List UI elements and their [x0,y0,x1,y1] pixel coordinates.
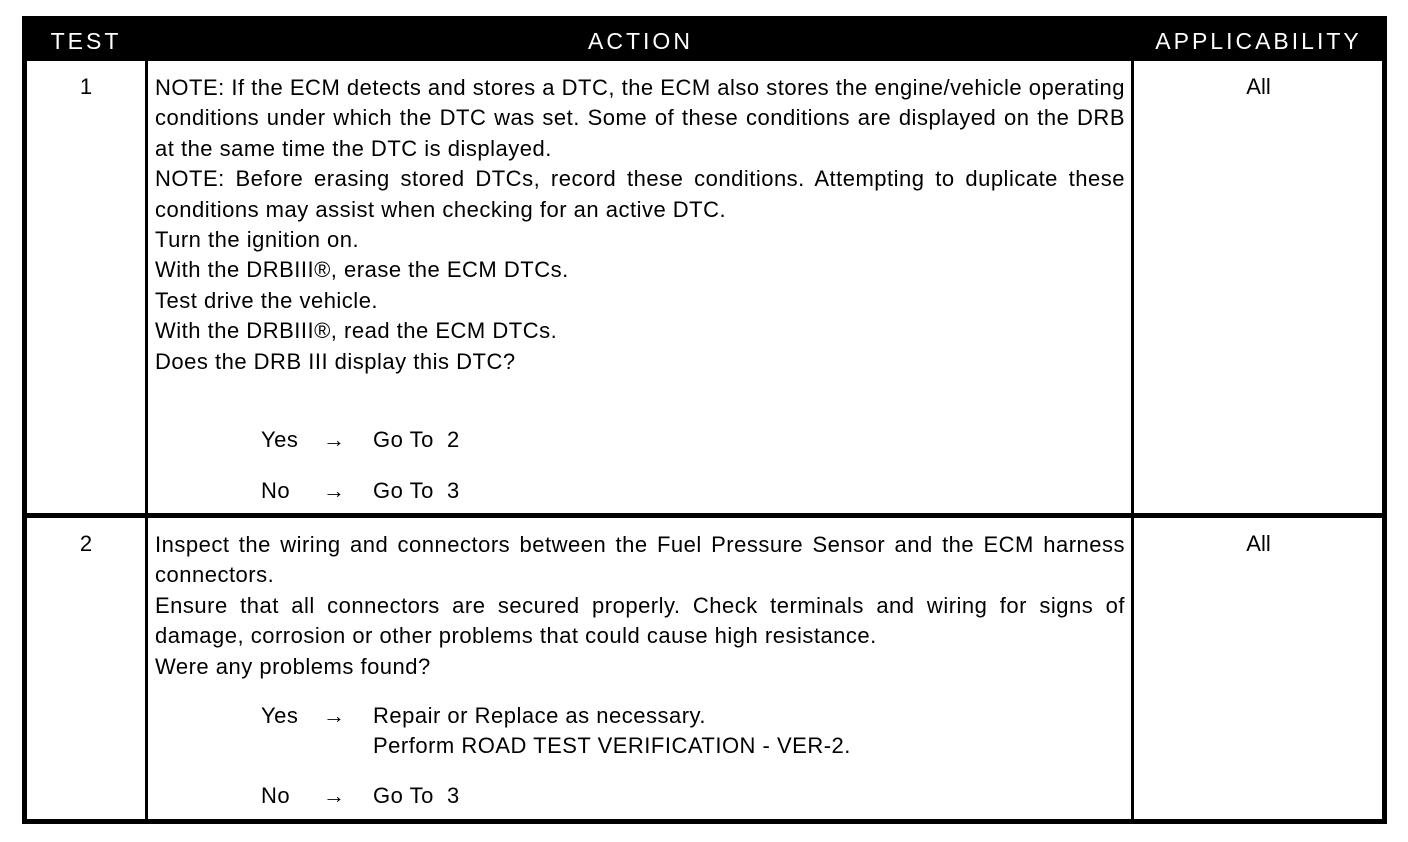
answer-label: No [261,783,291,808]
note-paragraph: NOTE: Before erasing stored DTCs, record these conditions. Attempting to duplicate these conditions may assist when checking for an active DTC. [155,166,1125,222]
outcomes [155,701,1125,761]
diagnostic-test-table [22,16,1387,824]
note-paragraph: NOTE: If the ECM detects and stores a DTC, the ECM also stores the engine/vehicle operating conditions under which the DTC was set. Some of these conditions are displayed on the DRB at the same time the DTC is displayed. [155,75,1125,161]
column-divider [1131,61,1134,824]
action-text [155,73,1125,377]
outcome-result: Go To 2 [373,427,460,452]
outcome-no [155,781,1125,811]
table-header [27,21,1382,61]
answer-label: No [261,478,291,503]
test-number: 1 [79,74,93,99]
arrow-icon: → [323,427,346,452]
outcome-result: Repair or Replace as necessary. [373,703,707,728]
arrow-icon: → [323,703,346,728]
instruction-paragraph: Inspect the wiring and connectors between the Fuel Pressure Sensor and the ECM harness connectors. [155,532,1125,588]
applicability-value: All [1246,74,1271,99]
instruction-line: Turn the ignition on. [155,227,360,253]
column-divider [145,61,148,824]
header-applicability: APPLICABILITY [1155,28,1362,54]
outcome-yes [155,701,1125,731]
applicability-value: All [1246,531,1271,556]
answer-label: Yes [261,427,299,452]
test-number: 2 [79,531,93,556]
outcome-yes [155,425,1125,455]
outcome-no [155,476,1125,506]
arrow-icon: → [323,783,346,808]
answer-label: Yes [261,703,299,728]
outcome-result: Go To 3 [373,478,460,503]
instruction-line: With the DRBIII®, erase the ECM DTCs. [155,257,569,283]
instruction-line: With the DRBIII®, read the ECM DTCs. [155,318,558,344]
header-action: ACTION [588,28,693,54]
outcome-result: Go To 3 [373,783,460,808]
instruction-paragraph: Ensure that all connectors are secured properly. Check terminals and wiring for signs of damage, corrosion or other problems that could cause high resistance. [155,592,1125,649]
outcomes [155,781,1125,811]
outcomes [155,425,1125,455]
arrow-icon: → [323,478,346,503]
action-text [155,530,1125,682]
outcome-yes-continued [155,731,1125,761]
instruction-line: Test drive the vehicle. [155,287,379,313]
outcome-result-line2: Perform ROAD TEST VERIFICATION - VER-2. [373,733,851,758]
question-line: Were any problems found? [155,653,431,679]
row-divider [27,513,1382,518]
outcomes [155,476,1125,506]
question-line: Does the DRB III display this DTC? [155,348,516,374]
header-test: TEST [50,28,122,54]
